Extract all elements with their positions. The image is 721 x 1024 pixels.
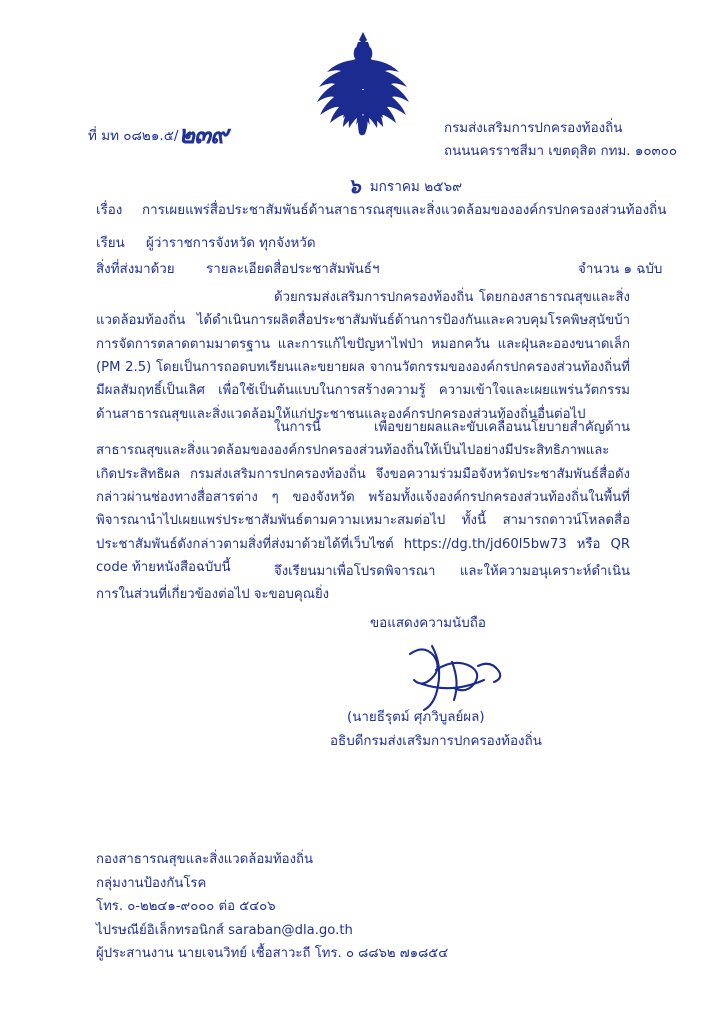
body-paragraph-1-text: ด้วยกรมส่งเสริมการปกครองท้องถิ่น โดยกองสาธารณสุขและสิ่งแวดล้อมท้องถิ่น ได้ดำเนินการผลิตสื่อประชาสัมพันธ์ด้านการป้องกันและควบคุมโรคพิษสุนัขบ้า การจัดการตลาดตามมาตรฐาน และการแก้ไขปัญหาไฟป่า หมอกควัน และฝุ่นละอองขนาดเล็ก (PM 2.5) โดยเป็นการถอดบทเรียนและขยายผล จากนวัตกรรมขององค์กรปกครองส่วนท้องถิ่นที่มีผลสัมฤทธิ์เป็นเลิศ เพื่อใช้เป็นต้นแบบในการสร้างความรู้ ความเข้าใจและเผยแพร่นวัตกรรมด้านสาธารณสุขและสิ่งแวดล้อมให้แก่ประชาชนและองค์กรปกครองส่วนท้องถิ่นอื่นต่อไป	[96, 290, 630, 422]
reference-number	[88, 112, 227, 152]
footer-line-2: กลุ่มงานป้องกันโรค	[96, 875, 207, 891]
body-paragraph-2-text: ในการนี้ เพื่อขยายผลและขับเคลื่อนนโยบายสำคัญด้านสาธารณสุขและสิ่งแวดล้อมขององค์กรปกครองส่วนท้องถิ่นให้เป็นไปอย่างมีประสิทธิภาพและเกิดประสิทธิผล กรมส่งเสริมการปกครองท้องถิ่น จึงขอความร่วมมือจังหวัดประชาสัมพันธ์สื่อดังกล่าวผ่านช่องทางสื่อสารต่าง ๆ ของจังหวัด พร้อมทั้งแจ้งองค์กรปกครองส่วนท้องถิ่นในพื้นที่พิจารณานำไปเผยแพร่ประชาสัมพันธ์ตามความเหมาะสมต่อไป ทั้งนี้ สามารถดาวน์โหลดสื่อประชาสัมพันธ์ดังกล่าวตามสิ่งที่ส่งมาด้วยได้ที่เว็บไซต์ https://dg.th/jd60l5bw73 หรือ QR code ท้ายหนังสือฉบับนี้	[96, 420, 630, 576]
footer-contact	[96, 848, 448, 966]
body-paragraph-3-text: จึงเรียนมาเพื่อโปรดพิจารณา และให้ความอนุเคราะห์ดำเนินการในส่วนที่เกี่ยวข้องต่อไป จะขอบคุณยิ่ง	[96, 564, 630, 603]
subject-value: การเผยแพร่สื่อประชาสัมพันธ์ด้านสาธารณสุขและสิ่งแวดล้อมขององค์กรปกครองส่วนท้องถิ่น	[142, 203, 667, 218]
recipient-label: เรียน	[96, 236, 125, 251]
qr-code-grid	[96, 760, 184, 848]
date-month-year: มกราคม ๒๕๖๙	[369, 179, 463, 195]
subject-label: เรื่อง	[96, 203, 123, 218]
footer-line-4: ไปรษณีย์อิเล็กทรอนิกส์ saraban@dla.go.th	[96, 922, 353, 938]
footer-line-5: ผู้ประสานงาน นายเจนวิทย์ เชื้อสาวะถี โทร. ๐ ๘๘๖๒ ๗๑๘๕๔	[96, 946, 449, 961]
body-paragraph-1	[96, 286, 630, 426]
recipient-value: ผู้ว่าราชการจังหวัด ทุกจังหวัด	[146, 236, 316, 251]
reference-handwritten-number: ๒๓๙	[178, 120, 228, 149]
date-day: ๖	[348, 174, 361, 198]
garuda-emblem	[311, 30, 415, 142]
handwritten-signature	[392, 640, 522, 716]
footer-line-1: กองสาธารณสุขและสิ่งแวดล้อมท้องถิ่น	[96, 852, 314, 867]
qr-code[interactable]	[96, 760, 184, 848]
body-paragraph-2	[96, 416, 630, 580]
footer-line-3: โทร. ๐-๒๒๔๑-๙๐๐๐ ต่อ ๕๔๐๖	[96, 899, 276, 914]
closing-salutation: ขอแสดงความนับถือ	[370, 616, 486, 631]
attachment-value: รายละเอียดสื่อประชาสัมพันธ์ฯ	[206, 262, 380, 277]
body-paragraph-3	[96, 560, 630, 607]
signer-title: อธิบดีกรมส่งเสริมการปกครองท้องถิ่น	[330, 734, 542, 749]
department-address: ถนนนครราชสีมา เขตดุสิต กทม. ๑๐๓๐๐	[444, 144, 677, 159]
attachment-count: จำนวน ๑ ฉบับ	[578, 262, 663, 277]
signer-name: (นายธีรุตม์ ศุภวิบูลย์ผล)	[347, 710, 485, 725]
reference-prefix: ที่ มท ๐๘๒๑.๕/	[88, 128, 179, 144]
department-name: กรมส่งเสริมการปกครองท้องถิ่น	[444, 121, 623, 136]
document-date	[348, 168, 462, 200]
attachment-label: สิ่งที่ส่งมาด้วย	[96, 262, 175, 277]
